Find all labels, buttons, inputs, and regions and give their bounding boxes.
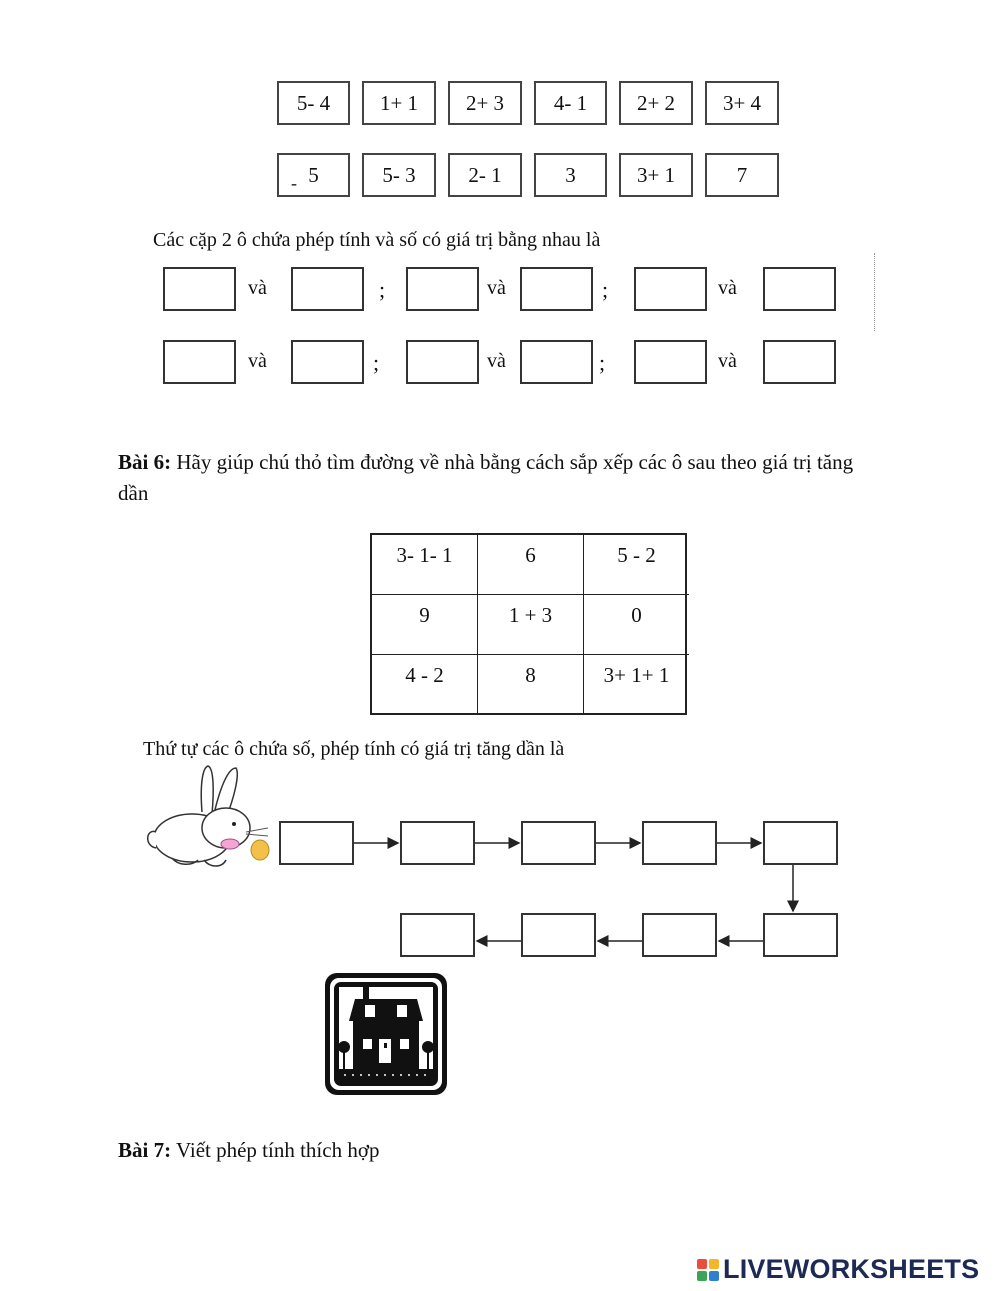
- expression-box-row2-3: 2- 1: [448, 153, 522, 197]
- separator: ;: [602, 277, 609, 302]
- exercise7-label: Bài 7:: [118, 1138, 172, 1162]
- grid-cell: 9: [372, 595, 478, 655]
- expression-box-row2-2: 5- 3: [362, 153, 436, 197]
- grid-cell: 4 - 2: [372, 655, 478, 715]
- pair-word: và: [248, 350, 267, 372]
- grid-cell: 5 - 2: [584, 535, 689, 595]
- grid-cell: 3+ 1+ 1: [603, 663, 670, 687]
- pair-word: và: [487, 277, 506, 299]
- grid-cell: 0: [584, 595, 689, 655]
- expression-box-row2-5: 3+ 1: [619, 153, 693, 197]
- expression-box-row1-5: 2+ 2: [619, 81, 693, 125]
- separator: ;: [379, 277, 386, 302]
- separator: ;: [373, 350, 380, 375]
- expression-box-row1-3: 2+ 3: [448, 81, 522, 125]
- grid-cell: 3- 1- 1: [372, 535, 478, 595]
- pair-word: và: [718, 350, 737, 372]
- house-icon: [325, 973, 447, 1095]
- expression-box-row1-1: 5- 4: [277, 81, 350, 125]
- exercise6-text: Hãy giúp chú thỏ tìm đường về nhà bằng cách sắp xếp các ô sau theo giá trị tăng dần: [118, 450, 854, 505]
- exercise5-instruction: Các cặp 2 ô chứa phép tính và số có giá trị bằng nhau là: [153, 229, 601, 251]
- liveworksheets-logo-icon: [697, 1259, 719, 1281]
- expression-box-row2-6: 7: [705, 153, 779, 197]
- minus-mark: -: [291, 173, 297, 193]
- exercise7-title: [118, 1138, 379, 1163]
- pair-word: và: [718, 277, 737, 299]
- exercise6-label: Bài 6:: [118, 450, 172, 474]
- expression-box-row1-6: 3+ 4: [705, 81, 779, 125]
- separator: ;: [599, 350, 606, 375]
- pair-word: và: [248, 277, 267, 299]
- grid-cell: 1 + 3: [478, 595, 584, 655]
- logo-block: [697, 1259, 707, 1269]
- logo-text: LIVEWORKSHEETS: [723, 1254, 980, 1284]
- exercise6-instruction: Thứ tự các ô chứa số, phép tính có giá trị tăng dần là: [143, 738, 565, 760]
- expression-box-row1-2: 1+ 1: [362, 81, 436, 125]
- logo-block: [697, 1271, 707, 1281]
- exercise7-text: Viết phép tính thích hợp: [171, 1138, 380, 1162]
- expression-box-row1-4: 4- 1: [534, 81, 607, 125]
- pair-word: và: [487, 350, 506, 372]
- liveworksheets-logo[interactable]: [697, 1254, 979, 1285]
- expression-box-row2-4: 3: [534, 153, 607, 197]
- grid-cell: 6: [478, 535, 584, 595]
- logo-block: [709, 1271, 719, 1281]
- logo-block: [709, 1259, 719, 1269]
- grid-cell: 8: [478, 655, 584, 715]
- expression-text: 5: [308, 162, 319, 187]
